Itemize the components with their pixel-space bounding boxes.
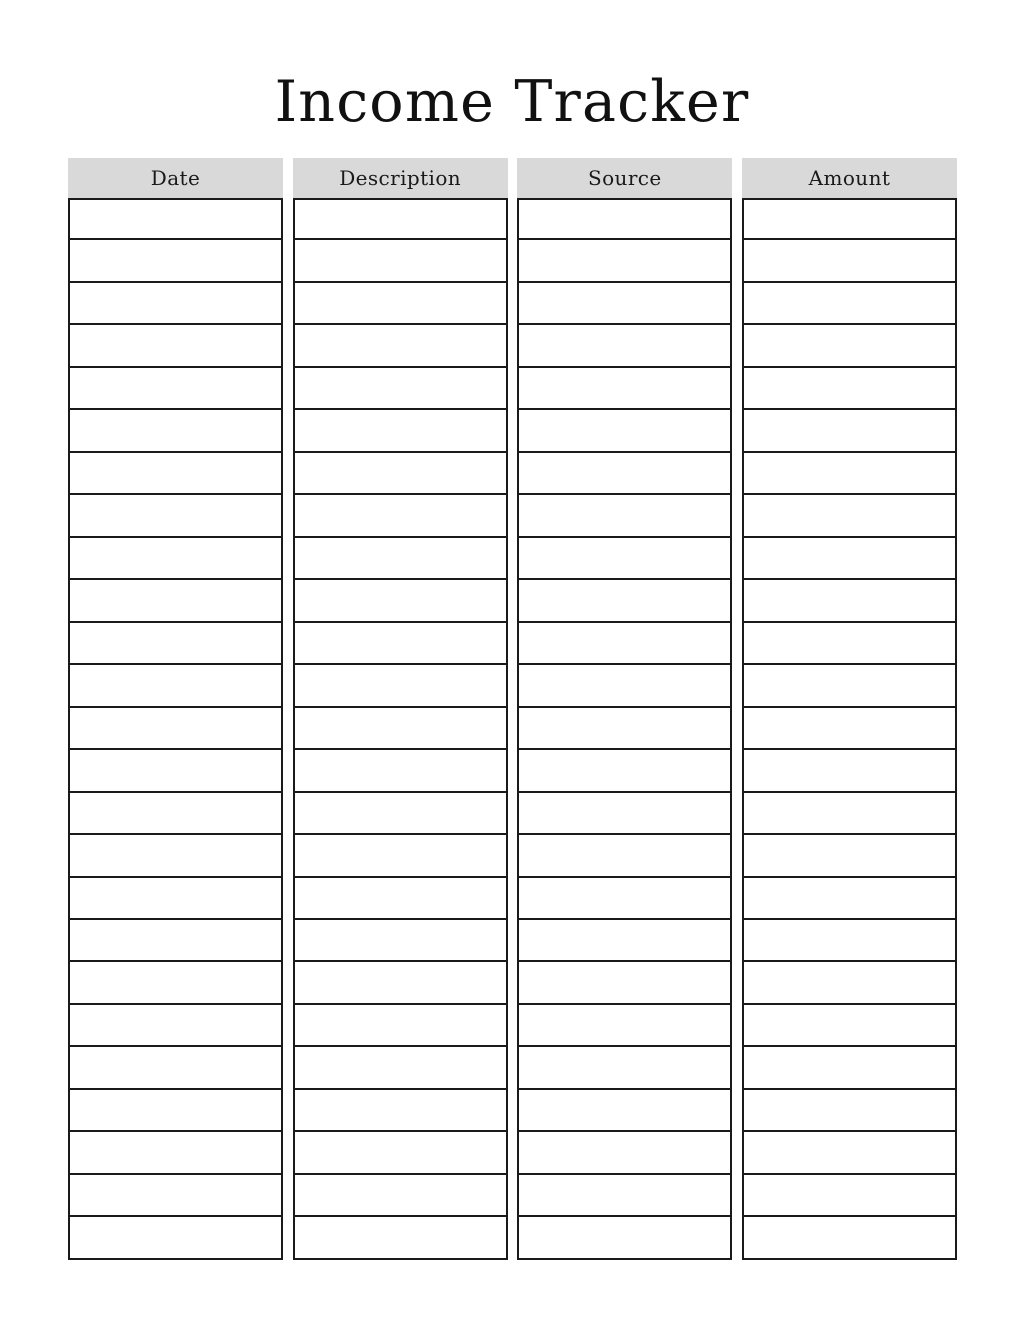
table-cell-source[interactable]	[517, 453, 732, 495]
table-cell-description[interactable]	[293, 665, 508, 707]
table-cell-amount[interactable]	[742, 240, 957, 282]
table-cell-description[interactable]	[293, 1005, 508, 1047]
table-cell-date[interactable]	[68, 623, 283, 665]
table-cell-source[interactable]	[517, 283, 732, 325]
table-cell-amount[interactable]	[742, 920, 957, 962]
table-cell-date[interactable]	[68, 665, 283, 707]
column-body-description	[293, 198, 508, 1260]
table-cell-amount[interactable]	[742, 793, 957, 835]
table-cell-source[interactable]	[517, 580, 732, 622]
table-cell-description[interactable]	[293, 750, 508, 792]
table-cell-amount[interactable]	[742, 495, 957, 537]
table-cell-source[interactable]	[517, 1005, 732, 1047]
table-cell-source[interactable]	[517, 495, 732, 537]
table-cell-amount[interactable]	[742, 368, 957, 410]
table-cell-date[interactable]	[68, 283, 283, 325]
table-cell-source[interactable]	[517, 750, 732, 792]
table-cell-amount[interactable]	[742, 1090, 957, 1132]
table-cell-date[interactable]	[68, 793, 283, 835]
table-cell-date[interactable]	[68, 1175, 283, 1217]
table-cell-description[interactable]	[293, 623, 508, 665]
table-cell-description[interactable]	[293, 962, 508, 1004]
table-cell-amount[interactable]	[742, 878, 957, 920]
table-cell-amount[interactable]	[742, 835, 957, 877]
table-cell-description[interactable]	[293, 325, 508, 367]
page-title: Income Tracker	[274, 69, 750, 135]
table-cell-source[interactable]	[517, 240, 732, 282]
table-cell-description[interactable]	[293, 1047, 508, 1089]
table-cell-source[interactable]	[517, 198, 732, 240]
table-cell-date[interactable]	[68, 878, 283, 920]
table-cell-description[interactable]	[293, 1175, 508, 1217]
table-cell-date[interactable]	[68, 920, 283, 962]
table-cell-source[interactable]	[517, 920, 732, 962]
table-cell-description[interactable]	[293, 1090, 508, 1132]
table-cell-date[interactable]	[68, 538, 283, 580]
table-cell-description[interactable]	[293, 495, 508, 537]
table-cell-amount[interactable]	[742, 1047, 957, 1089]
table-cell-description[interactable]	[293, 410, 508, 452]
table-cell-amount[interactable]	[742, 453, 957, 495]
column-header-amount: Amount	[742, 158, 957, 198]
table-cell-description[interactable]	[293, 793, 508, 835]
table-cell-source[interactable]	[517, 793, 732, 835]
table-cell-source[interactable]	[517, 368, 732, 410]
table-cell-source[interactable]	[517, 835, 732, 877]
table-cell-description[interactable]	[293, 1132, 508, 1174]
table-cell-amount[interactable]	[742, 962, 957, 1004]
table-cell-source[interactable]	[517, 665, 732, 707]
table-cell-description[interactable]	[293, 368, 508, 410]
table-cell-source[interactable]	[517, 623, 732, 665]
table-cell-amount[interactable]	[742, 750, 957, 792]
table-cell-description[interactable]	[293, 240, 508, 282]
table-cell-source[interactable]	[517, 1047, 732, 1089]
table-cell-description[interactable]	[293, 453, 508, 495]
table-cell-amount[interactable]	[742, 198, 957, 240]
table-cell-source[interactable]	[517, 878, 732, 920]
table-cell-source[interactable]	[517, 410, 732, 452]
table-column-amount	[742, 158, 957, 1260]
table-cell-amount[interactable]	[742, 665, 957, 707]
table-cell-amount[interactable]	[742, 623, 957, 665]
table-cell-date[interactable]	[68, 835, 283, 877]
table-cell-date[interactable]	[68, 368, 283, 410]
table-cell-amount[interactable]	[742, 580, 957, 622]
table-cell-description[interactable]	[293, 283, 508, 325]
table-cell-amount[interactable]	[742, 283, 957, 325]
table-cell-description[interactable]	[293, 878, 508, 920]
table-cell-date[interactable]	[68, 1047, 283, 1089]
table-cell-description[interactable]	[293, 538, 508, 580]
table-cell-date[interactable]	[68, 198, 283, 240]
table-cell-date[interactable]	[68, 1090, 283, 1132]
table-cell-source[interactable]	[517, 1175, 732, 1217]
table-cell-description[interactable]	[293, 835, 508, 877]
table-cell-source[interactable]	[517, 1217, 732, 1259]
table-cell-date[interactable]	[68, 580, 283, 622]
table-cell-date[interactable]	[68, 1132, 283, 1174]
column-header-description: Description	[293, 158, 508, 198]
column-body-amount	[742, 198, 957, 1260]
table-column-description	[293, 158, 508, 1260]
table-cell-date[interactable]	[68, 495, 283, 537]
table-cell-amount[interactable]	[742, 1132, 957, 1174]
table-column-date	[68, 158, 283, 1260]
column-header-date: Date	[68, 158, 283, 198]
table-cell-date[interactable]	[68, 410, 283, 452]
table-cell-amount[interactable]	[742, 1005, 957, 1047]
table-cell-description[interactable]	[293, 1217, 508, 1259]
table-cell-source[interactable]	[517, 1090, 732, 1132]
income-tracker-table	[68, 158, 957, 1260]
table-cell-date[interactable]	[68, 1217, 283, 1259]
table-cell-description[interactable]	[293, 580, 508, 622]
column-header-source: Source	[517, 158, 732, 198]
table-cell-amount[interactable]	[742, 708, 957, 750]
table-cell-description[interactable]	[293, 708, 508, 750]
table-cell-source[interactable]	[517, 538, 732, 580]
table-cell-date[interactable]	[68, 1005, 283, 1047]
table-cell-source[interactable]	[517, 708, 732, 750]
table-cell-date[interactable]	[68, 240, 283, 282]
table-cell-source[interactable]	[517, 1132, 732, 1174]
table-cell-amount[interactable]	[742, 1217, 957, 1259]
table-cell-date[interactable]	[68, 708, 283, 750]
table-cell-date[interactable]	[68, 750, 283, 792]
table-cell-amount[interactable]	[742, 538, 957, 580]
table-cell-source[interactable]	[517, 962, 732, 1004]
column-body-date	[68, 198, 283, 1260]
column-body-source	[517, 198, 732, 1260]
table-cell-amount[interactable]	[742, 1175, 957, 1217]
table-cell-amount[interactable]	[742, 410, 957, 452]
table-cell-description[interactable]	[293, 198, 508, 240]
table-cell-amount[interactable]	[742, 325, 957, 367]
table-cell-date[interactable]	[68, 962, 283, 1004]
table-column-source	[517, 158, 732, 1260]
table-cell-date[interactable]	[68, 453, 283, 495]
table-cell-source[interactable]	[517, 325, 732, 367]
table-cell-description[interactable]	[293, 920, 508, 962]
table-cell-date[interactable]	[68, 325, 283, 367]
